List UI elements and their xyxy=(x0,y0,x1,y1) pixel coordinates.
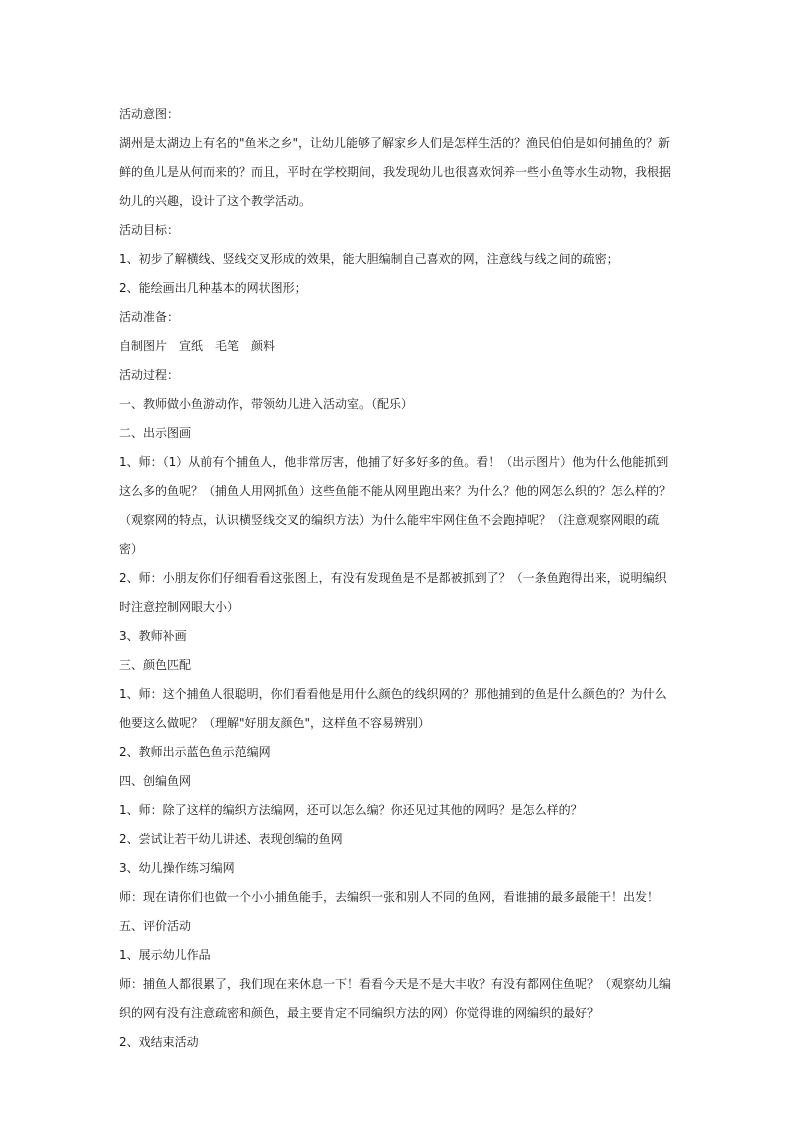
process-step-3-item-1: 1、师：这个捕鱼人很聪明，你们看看他是用什么颜色的线织网的？那他捕到的鱼是什么颜色的？为什么他要这么做呢？（理解"好朋友颜色"，这样鱼不容易辨别） xyxy=(119,687,667,730)
process-step-2-item-1: 1、师：（1）从前有个捕鱼人，他非常厉害，他捕了好多好多的鱼。看！（出示图片）他为什么他能抓到这么多的鱼呢？（捕鱼人用网抓鱼）这些鱼能不能从网里跑出来？为什么？他的网怎么织的？怎么样的？（观察网的特点，认识横竖线交叉的编织方法）为什么能牢牢网住鱼不会跑掉呢？（注意观察网眼的疏密） xyxy=(119,455,672,556)
heading-goals: 活动目标： xyxy=(119,223,180,237)
process-step-4-heading: 四、创编鱼网 xyxy=(119,774,192,788)
preparation-materials: 自制图片 宣纸 毛笔 颜料 xyxy=(119,339,276,353)
process-step-2-item-3: 3、教师补画 xyxy=(119,629,187,643)
process-step-3-heading: 三、颜色匹配 xyxy=(119,658,192,672)
process-step-3-item-2: 2、教师出示蓝色鱼示范编网 xyxy=(119,745,271,759)
process-step-5-heading: 五、评价活动 xyxy=(119,919,192,933)
goal-item-2: 2、能绘画出几种基本的网状图形； xyxy=(119,281,307,295)
process-step-4-teacher-line: 师：现在请你们也做一个小小捕鱼能手，去编织一张和别人不同的鱼网，看谁捕的最多最能干！出发！ xyxy=(119,890,660,904)
goal-item-1: 1、初步了解横线、竖线交叉形成的效果，能大胆编制自己喜欢的网，注意线与线之间的疏密； xyxy=(119,252,619,266)
heading-process: 活动过程： xyxy=(119,368,180,382)
process-step-2-item-2: 2、师：小朋友你们仔细看看这张图上，有没有发现鱼是不是都被抓到了？（一条鱼跑得出来，说明编织时注意控制网眼大小） xyxy=(119,571,667,614)
document-body xyxy=(119,100,675,1057)
process-step-4-item-1: 1、师：除了这样的编织方法编网，还可以怎么编？你还见过其他的网吗？是怎么样的？ xyxy=(119,803,583,817)
process-step-1: 一、教师做小鱼游动作，带领幼儿进入活动室。（配乐） xyxy=(119,397,414,411)
process-step-5-teacher-line: 师：捕鱼人都很累了，我们现在来休息一下！看看今天是不是大丰收？有没有都网住鱼呢？（观察幼儿编织的网有没有注意疏密和颜色，最主要肯定不同编织方法的网）你觉得谁的网编织的最好？ xyxy=(119,977,672,1020)
process-step-5-item-2: 2、戏结束活动 xyxy=(119,1035,199,1049)
process-step-2-heading: 二、出示图画 xyxy=(119,426,192,440)
paragraph-intent: 湖州是太湖边上有名的"鱼米之乡"，让幼儿能够了解家乡人们是怎样生活的？渔民伯伯是如何捕鱼的？新鲜的鱼儿是从何而来的？而且，平时在学校期间，我发现幼儿也很喜欢饲养一些小鱼等水生动物，我根据幼儿的兴趣，设计了这个教学活动。 xyxy=(119,136,672,208)
process-step-4-item-2: 2、尝试让若干幼儿讲述、表现创编的鱼网 xyxy=(119,832,343,846)
process-step-5-item-1: 1、展示幼儿作品 xyxy=(119,948,211,962)
heading-preparation: 活动准备： xyxy=(119,310,180,324)
heading-intent: 活动意图： xyxy=(119,107,180,121)
process-step-4-item-3: 3、幼儿操作练习编网 xyxy=(119,861,235,875)
